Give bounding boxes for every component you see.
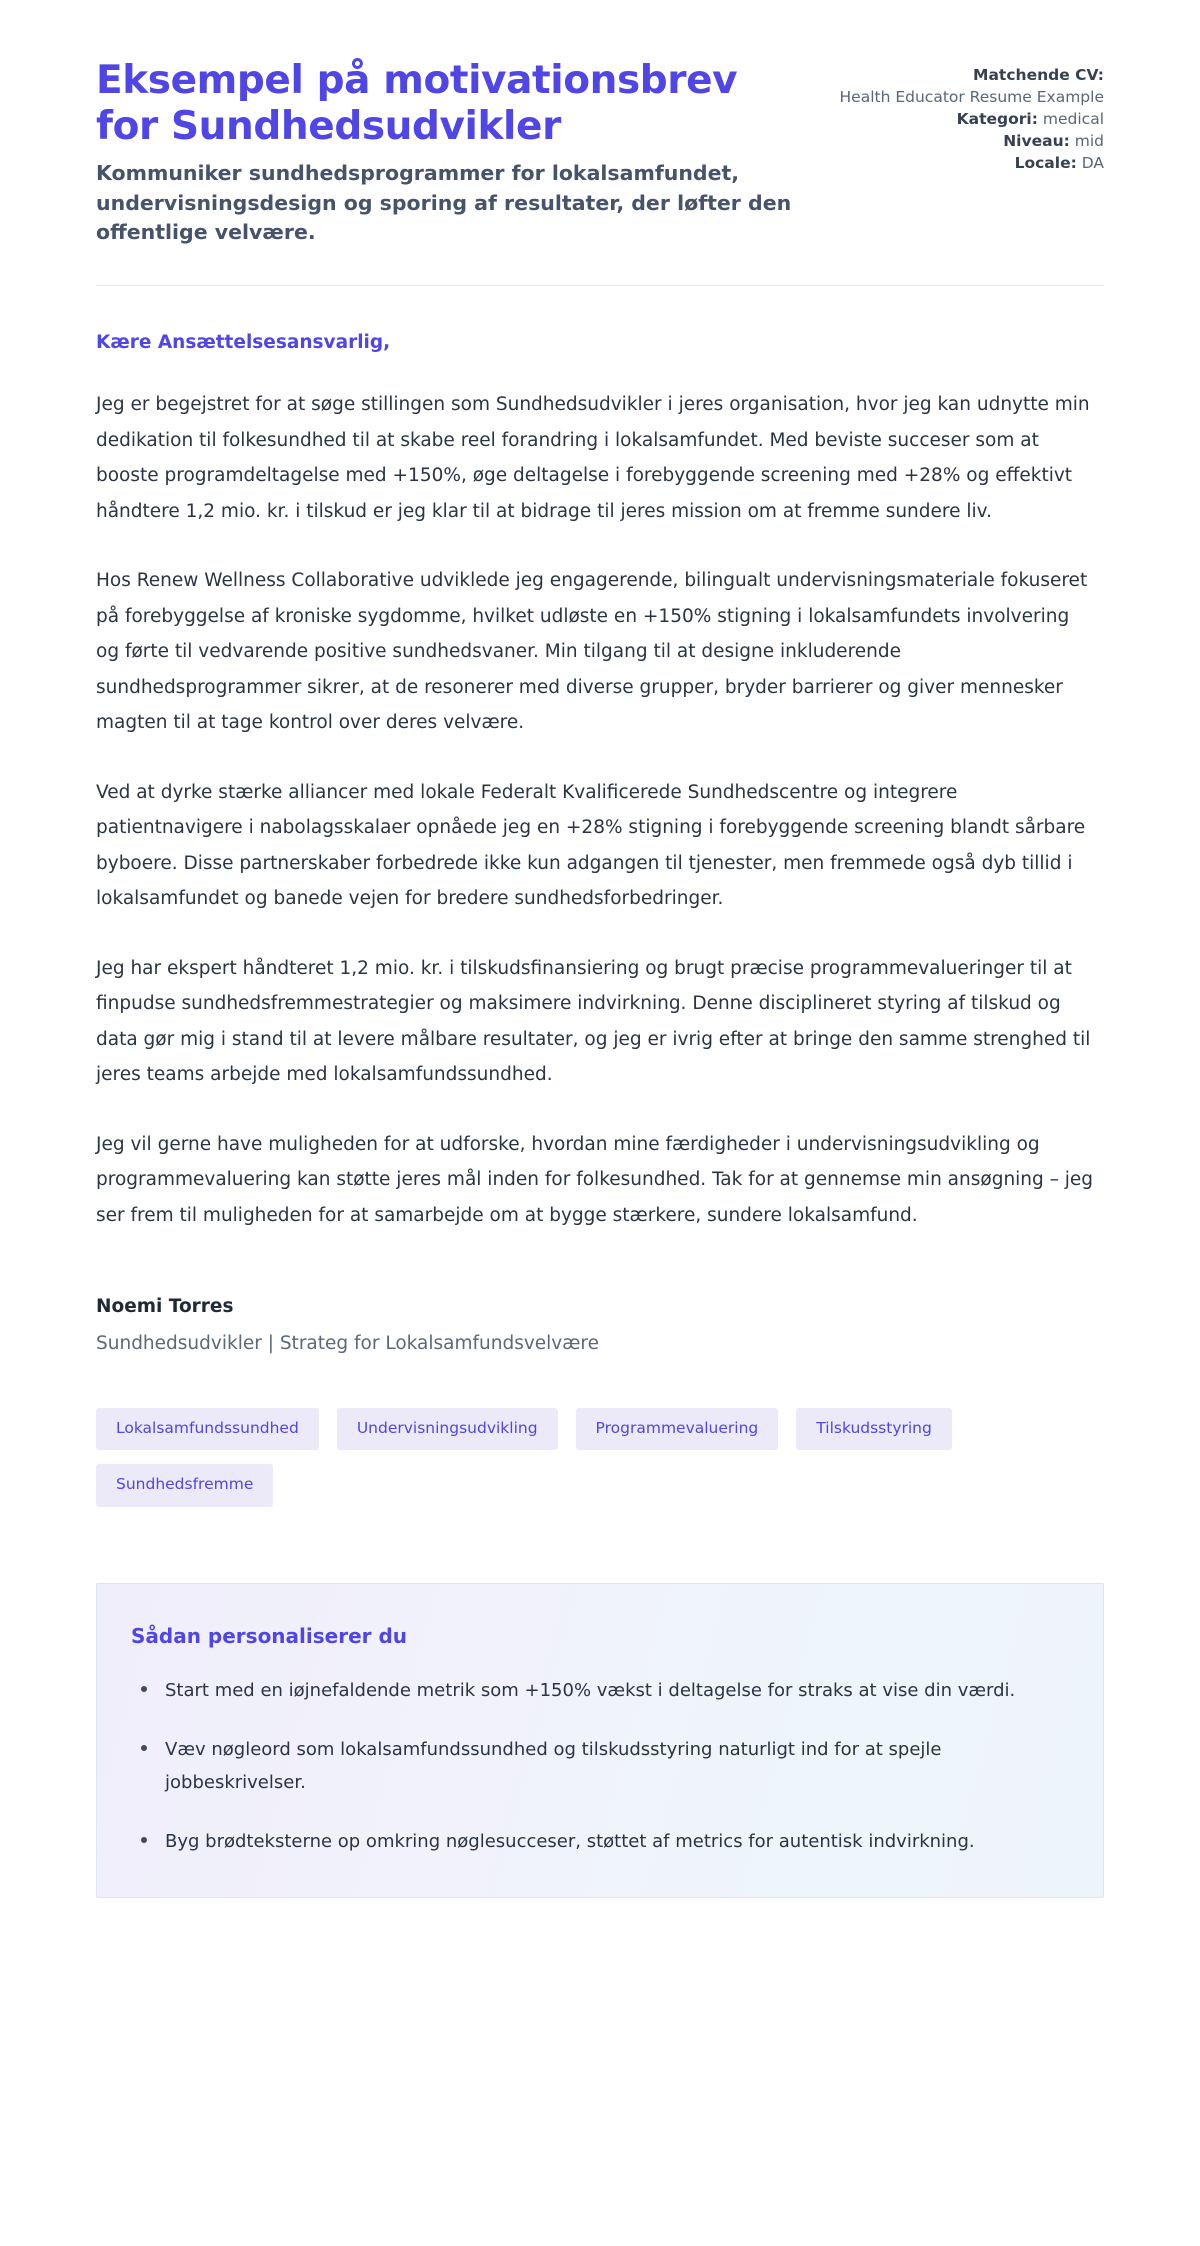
letter-paragraph: Hos Renew Wellness Collaborative udviklede jeg engagerende, bilingualt undervisningsmateriale fokuseret på forebyggelse af kroniske sygdomme, hvilket udløste en +150% stigning i lokalsamfundets involvering og førte til vedvarende positive sundhedsvaner. Min tilgang til at designe inkluderende sundhedsprogrammer sikrer, at de resonerer med diverse grupper, bryder barrierer og giver mennesker magten til at tage kontrol over deres velvære. — [96, 570, 1088, 734]
tips-list-item-text: Start med en iøjnefaldende metrik som +150% vækst i deltagelse for straks at vise din værdi. — [165, 1679, 1016, 1701]
letter-salutation: Kære Ansættelsesansvarlig, — [96, 332, 391, 354]
tips-list-item — [131, 1674, 1059, 1707]
meta-locale — [840, 152, 1104, 174]
tag-chip[interactable]: Lokalsamfundssundhed — [96, 1408, 319, 1451]
letter-paragraph: Jeg har ekspert håndteret 1,2 mio. kr. i tilskudsfinansiering og brugt præcise programmevalueringer til at finpudse sundhedsfremmestrategier og maksimere indvirkning. Denne disciplineret styring af tilskud og data gør mig i stand til at levere målbare resultater, og jeg er ivrig efter at bringe den samme strenghed til jeres teams arbejde med lokalsamfundssundhed. — [96, 957, 1091, 1086]
meta-locale-value: DA — [1081, 154, 1104, 172]
tips-list-item — [131, 1733, 1059, 1800]
bullet-icon — [141, 1745, 147, 1751]
letter-signature — [96, 1268, 1104, 1354]
meta-locale-label: Locale: — [1014, 154, 1077, 172]
meta-category-value: medical — [1042, 110, 1104, 128]
tips-list — [131, 1674, 1059, 1859]
tips-card-title: Sådan personaliserer du — [131, 1623, 408, 1648]
letter-paragraph: Ved at dyrke stærke alliancer med lokale Federalt Kvalificerede Sundhedscentre og integrere patientnavigere i nabolagsskalaer opnåede jeg en +28% stigning i forebyggende screening blandt sårbare byboere. Disse partnerskaber forbedrede ikke kun adgangen til tjenester, men fremmede også dyb tillid i lokalsamfundet og banede vejen for bredere sundhedsforbedringer. — [96, 781, 1086, 910]
meta-matching-cv-value: Health Educator Resume Example — [839, 88, 1104, 106]
meta-matching-cv — [840, 64, 1104, 108]
meta-category — [840, 108, 1104, 130]
page-subtitle: Kommuniker sundhedsprogrammer for lokalsamfundet, undervisningsdesign og sporing af resultater, der løfter den offentlige velvære. — [96, 161, 792, 244]
meta-category-label: Kategori: — [956, 110, 1038, 128]
tag-list — [96, 1354, 996, 1507]
tag-chip[interactable]: Programmevaluering — [576, 1408, 779, 1451]
letter-paragraph: Jeg vil gerne have muligheden for at udforske, hvordan mine færdigheder i undervisningsudvikling og programmevaluering kan støtte jeres mål inden for folkesundhed. Tak for at gennemse min ansøgning – jeg ser frem til muligheden for at samarbejde om at bygge stærkere, sundere lokalsamfund. — [96, 1133, 1094, 1226]
tips-list-item-text: Væv nøgleord som lokalsamfundssundhed og tilskudsstyring naturligt ind for at spejle jobbeskrivelser. — [165, 1738, 942, 1794]
tag-chip[interactable]: Undervisningsudvikling — [337, 1408, 558, 1451]
letter-body — [96, 286, 1104, 1233]
meta-level — [840, 130, 1104, 152]
signature-name: Noemi Torres — [96, 1295, 234, 1317]
letter-paragraph: Jeg er begejstret for at søge stillingen som Sundhedsudvikler i jeres organisation, hvor jeg kan udnytte min dedikation til folkesundhed til at skabe reel forandring i lokalsamfundet. Med beviste succeser som at booste programdeltagelse med +150%, øge deltagelse i forebyggende screening med +28% og effektivt håndtere 1,2 mio. kr. i tilskud er jeg klar til at bidrage til jeres mission om at fremme sundere liv. — [96, 394, 1090, 522]
page-header — [96, 44, 1104, 247]
signature-role: Sundhedsudvikler | Strateg for Lokalsamfundsvelvære — [96, 1332, 600, 1354]
meta-matching-cv-label: Matchende CV: — [973, 66, 1104, 84]
tips-list-item-text: Byg brødteksterne op omkring nøglesucceser, støttet af metrics for autentisk indvirkning. — [165, 1831, 975, 1853]
meta-level-value: mid — [1074, 132, 1104, 150]
bullet-icon — [141, 1686, 147, 1692]
personalization-tips-card — [96, 1583, 1104, 1898]
bullet-icon — [141, 1837, 147, 1843]
header-text-block — [96, 58, 800, 247]
meta-level-label: Niveau: — [1003, 132, 1070, 150]
tag-chip[interactable]: Tilskudsstyring — [796, 1408, 952, 1451]
tag-chip[interactable]: Sundhedsfremme — [96, 1464, 273, 1507]
document-metadata — [840, 58, 1104, 174]
tips-list-item — [131, 1825, 1059, 1858]
page-title: Eksempel på motivationsbrev for Sundhedsudvikler — [96, 58, 738, 149]
